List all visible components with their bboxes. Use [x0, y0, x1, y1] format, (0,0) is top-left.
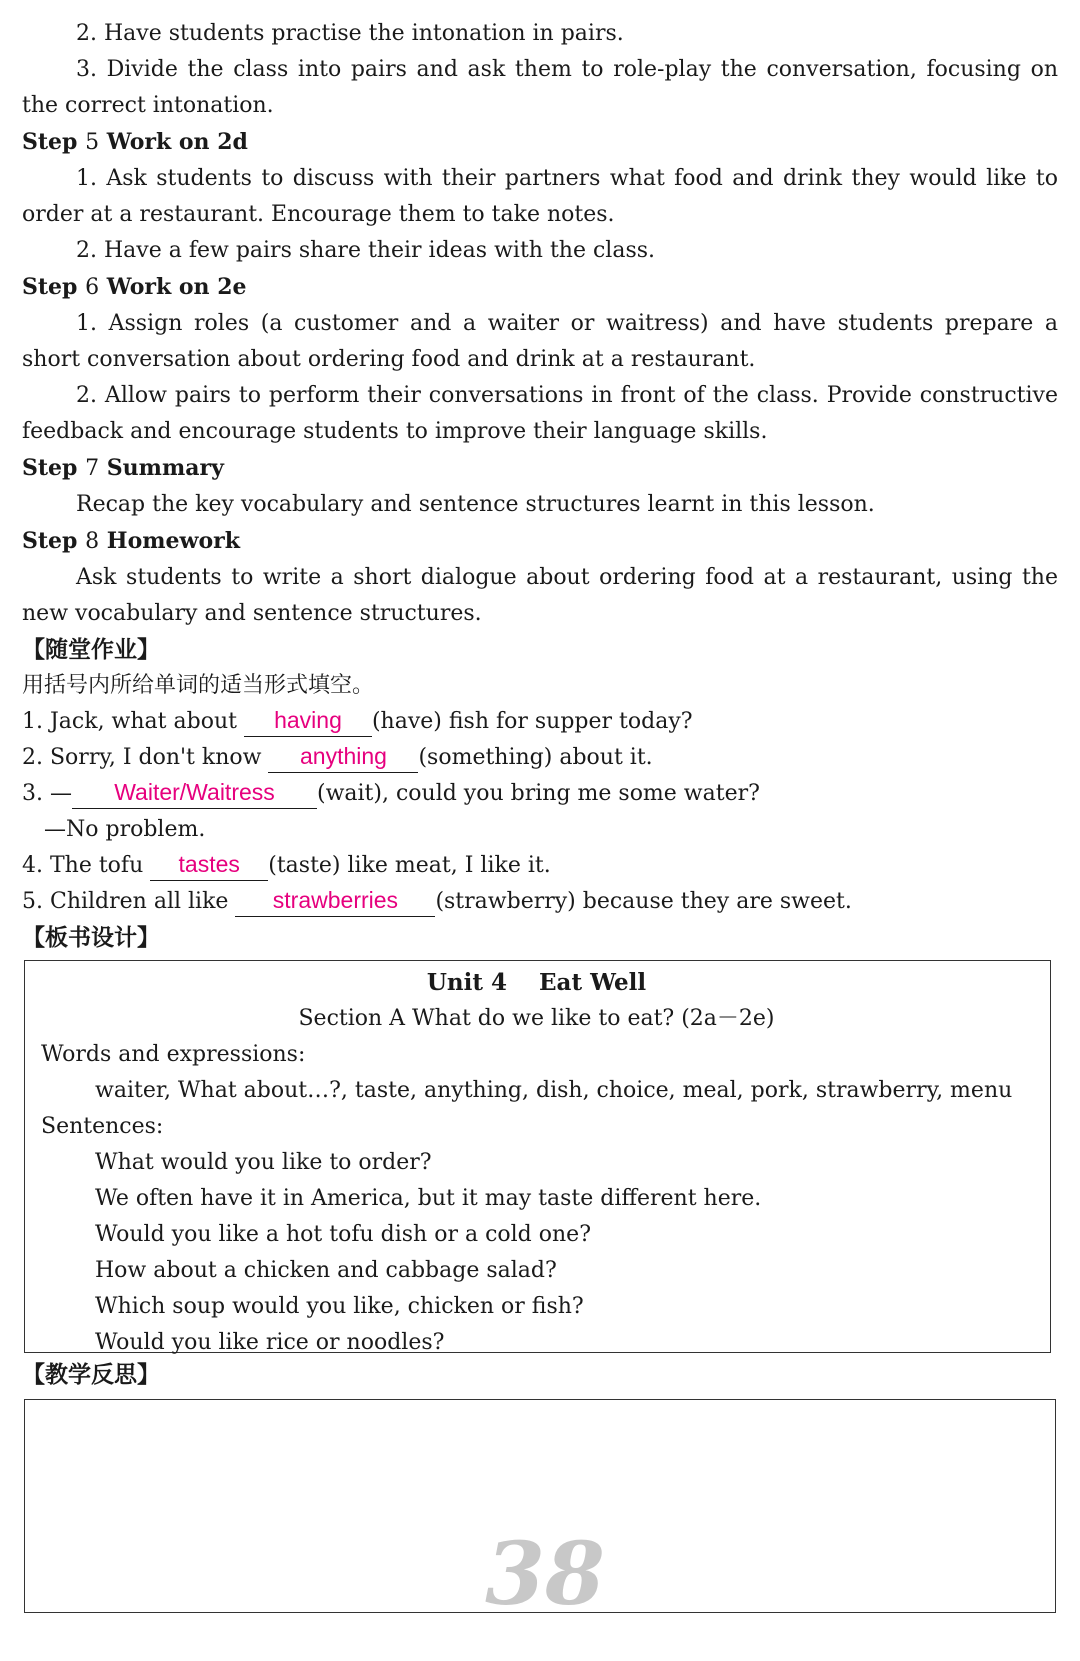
- q2-suffix: (something) about it.: [418, 745, 653, 770]
- board-title: Unit 4 Eat Well: [426, 969, 647, 996]
- step8-word: Step: [22, 528, 78, 554]
- step5-word: Step: [22, 129, 78, 155]
- step6-heading: [22, 269, 1058, 306]
- step7-text: Recap the key vocabulary and sentence structures learnt in this lesson.: [76, 492, 875, 517]
- q2-answer: anything: [299, 743, 387, 769]
- q5-answer: strawberries: [272, 887, 399, 913]
- board-sentence-3: Would you like a hot tofu dish or a cold one?: [95, 1222, 591, 1247]
- board-sentence-1: What would you like to order?: [95, 1150, 432, 1175]
- exercise-instruction: 用括号内所给单词的适当形式填空。: [22, 673, 375, 698]
- q1-prefix: 1. Jack, what about: [22, 709, 244, 734]
- exercise-q5: [22, 884, 1058, 920]
- q3-blank: [72, 778, 317, 809]
- q3-answer: Waiter/Waitress: [114, 779, 275, 805]
- board-sentences-label: Sentences:: [41, 1114, 164, 1139]
- q3-reply: —No problem.: [44, 817, 206, 842]
- exercise-q2: [22, 740, 1058, 776]
- q1-answer: having: [274, 707, 342, 733]
- step6-item-1: 1. Assign roles (a customer and a waiter or waitress) and have students prepare a short conversation about ordering food and drink at a restaurant.: [22, 311, 1058, 372]
- q5-prefix: 5. Children all like: [22, 889, 236, 914]
- step6-item-2: 2. Allow pairs to perform their conversations in front of the class. Provide constructive feedback and encourage students to improve their language skills.: [22, 383, 1058, 444]
- exercise-q4: [22, 848, 1058, 884]
- q4-answer: tastes: [178, 851, 240, 877]
- step7-number: 7: [85, 456, 100, 481]
- step8-heading: [22, 523, 1058, 560]
- step5-number: 5: [85, 130, 100, 155]
- step7-heading: [22, 450, 1058, 487]
- q5-suffix: (strawberry) because they are sweet.: [435, 889, 852, 914]
- board-subtitle: Section A What do we like to eat? (2a－2e): [298, 1006, 775, 1031]
- step5-title: Work on 2d: [106, 129, 248, 155]
- q1-blank: [244, 706, 372, 737]
- board-sentence-5: Which soup would you like, chicken or fish?: [95, 1294, 584, 1319]
- q3-prefix: 3. —: [22, 781, 72, 806]
- step8-text: Ask students to write a short dialogue about ordering food at a restaurant, using the new vocabulary and sentence structures.: [22, 565, 1058, 626]
- q4-prefix: 4. The tofu: [22, 853, 151, 878]
- board-words: waiter, What about…?, taste, anything, dish, choice, meal, pork, strawberry, menu: [95, 1078, 1013, 1103]
- step5-item-2: 2. Have a few pairs share their ideas with the class.: [76, 238, 656, 263]
- board-sentence-4: How about a chicken and cabbage salad?: [95, 1258, 557, 1283]
- exercise-q3: [22, 776, 1058, 812]
- q3-suffix: (wait), could you bring me some water?: [316, 781, 760, 806]
- step7-title: Summary: [106, 455, 224, 481]
- step5-item-1: 1. Ask students to discuss with their partners what food and drink they would like to order at a restaurant. Encourage them to take notes.: [22, 166, 1058, 227]
- q2-prefix: 2. Sorry, I don't know: [22, 745, 269, 770]
- step6-number: 6: [85, 275, 100, 300]
- board-sentence-6: Would you like rice or noodles?: [95, 1330, 445, 1355]
- board-heading: 【板书设计】: [22, 925, 160, 951]
- q2-blank: [268, 742, 418, 773]
- step6-title: Work on 2e: [106, 274, 247, 300]
- lesson-plan-page: [22, 16, 1058, 1613]
- step8-number: 8: [85, 529, 100, 554]
- q4-suffix: (taste) like meat, I like it.: [268, 853, 551, 878]
- reflection-heading: 【教学反思】: [22, 1362, 160, 1388]
- board-sentence-2: We often have it in America, but it may taste different here.: [95, 1186, 762, 1211]
- step4-item-2: 2. Have students practise the intonation in pairs.: [76, 21, 624, 46]
- q1-suffix: (have) fish for supper today?: [371, 709, 693, 734]
- step4-item-3: 3. Divide the class into pairs and ask them to role-play the conversation, focusing on the correct intonation.: [22, 57, 1058, 118]
- page-number: 38: [485, 1524, 605, 1625]
- step5-heading: [22, 124, 1058, 161]
- exercise-q1: [22, 704, 1058, 740]
- q5-blank: [235, 886, 435, 917]
- board-words-label: Words and expressions:: [41, 1042, 306, 1067]
- exercise-heading: 【随堂作业】: [22, 637, 160, 663]
- q4-blank: [150, 850, 268, 881]
- board-design-box: [24, 960, 1051, 1353]
- step6-word: Step: [22, 274, 78, 300]
- step8-title: Homework: [106, 528, 240, 554]
- step7-word: Step: [22, 455, 78, 481]
